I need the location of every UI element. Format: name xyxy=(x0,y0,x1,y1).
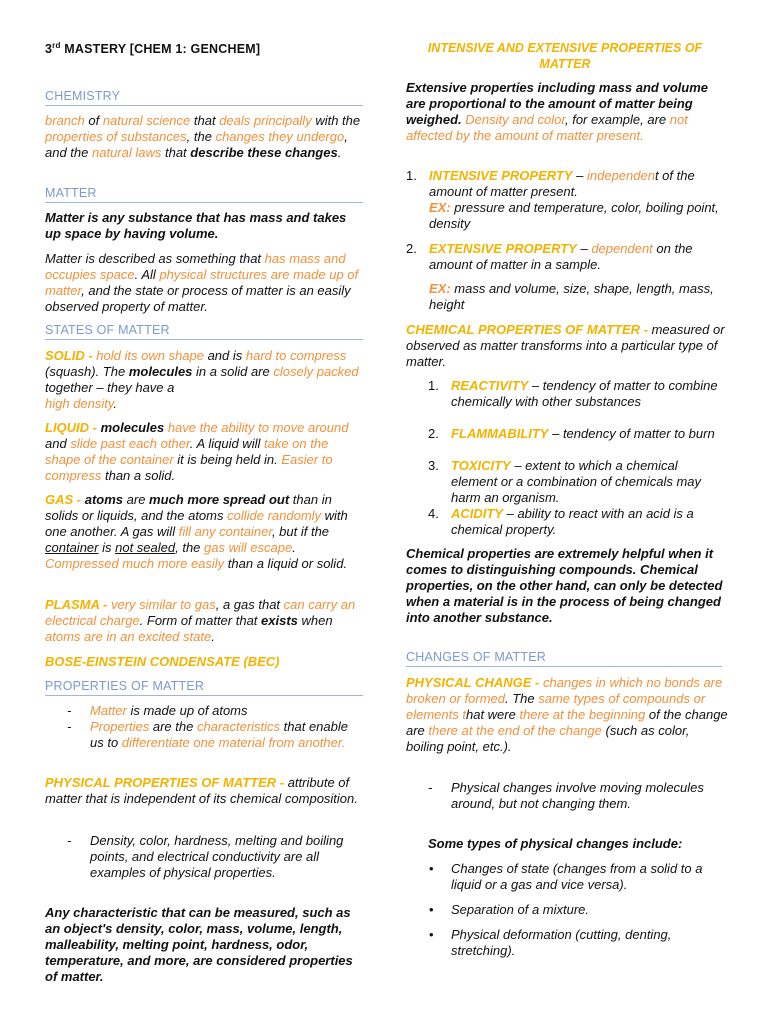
chemical-properties-note: Chemical properties are extremely helpful when it comes to distinguishing compounds. Chemical properties, on the other hand, can only be detected when a material is in the process of being changed into another substance. xyxy=(406,546,723,625)
page-title: 3rd MASTERY [CHEM 1: GENCHEM] xyxy=(45,40,261,56)
heading-changes-of-matter: CHANGES OF MATTER xyxy=(406,650,722,667)
physical-change-type-2: Separation of a mixture. xyxy=(451,902,590,917)
bullet-dot: • xyxy=(429,902,434,917)
dash-bullet: - xyxy=(67,703,72,718)
liquid-description: LIQUID - molecules have the ability to move around and slide past each other. A liquid will take on the shape of the container it is being held in. Easier to compress than a solid. xyxy=(45,420,349,483)
heading-states-of-matter: STATES OF MATTER xyxy=(45,323,363,340)
physical-properties-examples: Density, color, hardness, melting and boiling points, and electrical conductivity are all examples of physical properties. xyxy=(90,833,344,880)
heading-chemistry: CHEMISTRY xyxy=(45,89,363,106)
physical-change-type-1: Changes of state (changes from a solid to a liquid or a gas and vice versa). xyxy=(451,861,703,892)
list-number: 4. xyxy=(428,506,439,521)
properties-bullet-1: Matter is made up of atoms xyxy=(90,703,248,718)
matter-bold-definition: Matter is any substance that has mass and takes up space by having volume. xyxy=(45,210,347,241)
intensive-property-item: INTENSIVE PROPERTY – independent of the amount of matter present. EX: pressure and temperature, color, boiling point, density xyxy=(429,168,719,231)
chem-item-acidity: ACIDITY – ability to react with an acid is a chemical property. xyxy=(451,506,694,537)
list-number: 1. xyxy=(406,168,417,183)
physical-properties-definition: PHYSICAL PROPERTIES OF MATTER - attribute of matter that is independent of its chemical composition. xyxy=(45,775,358,806)
physical-change-type-3: Physical deformation (cutting, denting, stretching). xyxy=(451,927,672,958)
chem-item-flammability: FLAMMABILITY – tendency of matter to burn xyxy=(451,426,715,441)
intensive-extensive-title: INTENSIVE AND EXTENSIVE PROPERTIES OF MATTER xyxy=(427,41,703,71)
physical-changes-note: Physical changes involve moving molecules around, but not changing them. xyxy=(451,780,704,811)
dash-bullet: - xyxy=(67,719,72,734)
chem-item-toxicity: TOXICITY – extent to which a chemical element or a combination of chemicals may harm an organism. xyxy=(451,458,702,505)
heading-properties-of-matter: PROPERTIES OF MATTER xyxy=(45,679,363,696)
extensive-intro: Extensive properties including mass and volume are proportional to the amount of matter being weighed. Density and color, for example, are not affected by the amount of matter present. xyxy=(406,80,708,143)
some-types-heading: Some types of physical changes include: xyxy=(428,836,683,851)
list-number: 1. xyxy=(428,378,439,393)
bullet-dot: • xyxy=(429,861,434,876)
gas-description: GAS - atoms are much more spread out than in solids or liquids, and the atoms collide randomly with one another. A gas will fill any container, but if the container is not sealed, the gas will escape. Compressed much more easily than a liquid or solid. xyxy=(45,492,348,571)
dash-bullet: - xyxy=(67,833,72,848)
list-number: 2. xyxy=(428,426,439,441)
physical-change-definition: PHYSICAL CHANGE - changes in which no bonds are broken or formed. The same types of compounds or elements that were there at the beginning of the change are there at the end of the change (such as color, boiling point, etc.). xyxy=(406,675,728,754)
list-number: 3. xyxy=(428,458,439,473)
chemical-properties-definition: CHEMICAL PROPERTIES OF MATTER - measured or observed as matter transforms into a particular type of matter. xyxy=(406,322,725,369)
properties-bullet-2: Properties are the characteristics that enable us to differentiate one material from another. xyxy=(90,719,348,750)
chem-item-reactivity: REACTIVITY – tendency of matter to combine chemically with other substances xyxy=(451,378,718,409)
extensive-property-item: EXTENSIVE PROPERTY – dependent on the amount of matter in a sample. xyxy=(429,241,693,272)
dash-bullet: - xyxy=(428,780,433,795)
chemistry-definition: branch of natural science that deals principally with the properties of substances, the changes they undergo, and the natural laws that describe these changes. xyxy=(45,113,361,160)
bullet-dot: • xyxy=(429,927,434,942)
plasma-description: PLASMA - very similar to gas, a gas that can carry an electrical charge. Form of matter that exists when atoms are in an excited state. xyxy=(45,597,356,644)
heading-matter: MATTER xyxy=(45,186,363,203)
list-number: 2. xyxy=(406,241,417,256)
matter-description: Matter is described as something that has mass and occupies space. All physical structures are made up of matter, and the state or process of matter is an easily observed property of matter. xyxy=(45,251,359,314)
extensive-property-example: EX: mass and volume, size, shape, length, mass, height xyxy=(429,281,714,312)
measurable-characteristics-note: Any characteristic that can be measured, such as an object's density, color, mass, volume, length, malleability, melting point, hardness, odor, temperature, and more, are considered properties of matter. xyxy=(45,905,353,984)
bec-heading: BOSE-EINSTEIN CONDENSATE (BEC) xyxy=(45,654,280,669)
solid-description: SOLID - hold its own shape and is hard to compress (squash). The molecules in a solid are closely packed together – they have a high density. xyxy=(45,348,359,411)
